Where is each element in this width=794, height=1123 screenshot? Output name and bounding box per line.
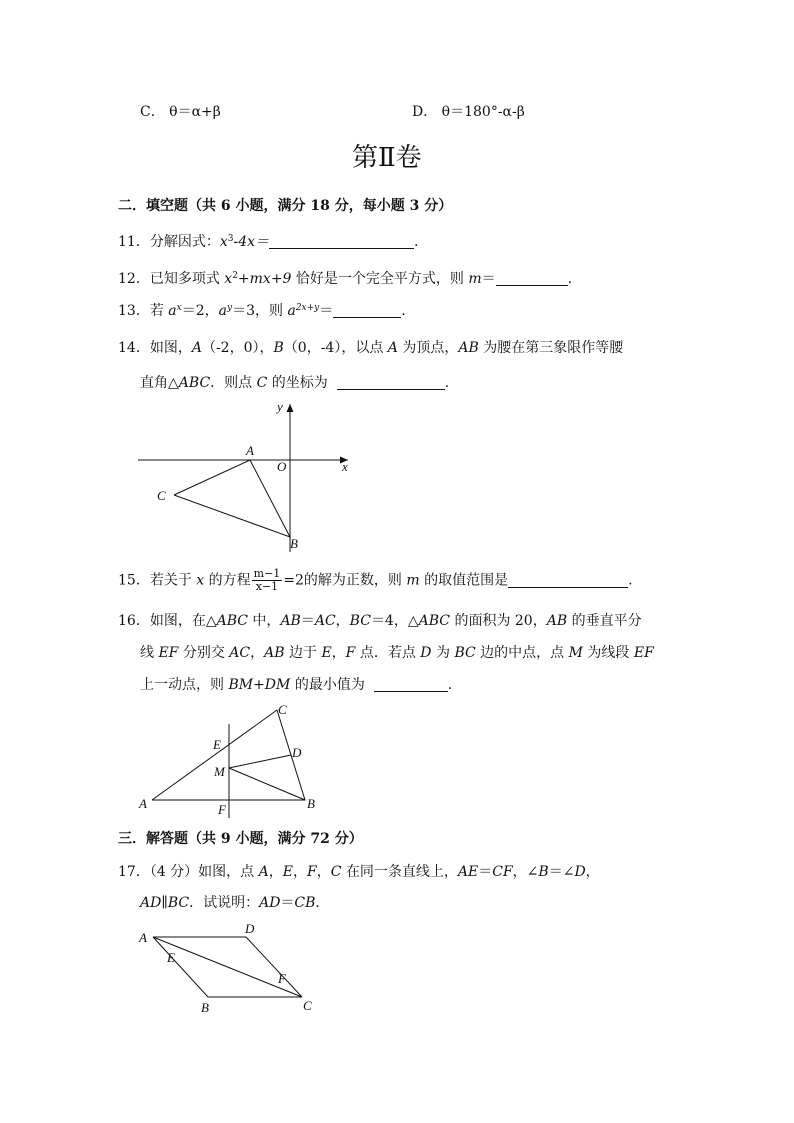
label-c: C	[303, 998, 312, 1013]
option-c: C． θ＝α+β	[140, 104, 221, 120]
label-e: E	[213, 737, 221, 752]
label-a: A	[139, 930, 147, 945]
question-14-line2: 直角△ABC．则点 C 的坐标为 .	[140, 375, 450, 391]
question-16-line3: 上一动点，则 BM+DM 的最小值为 .	[140, 677, 453, 693]
label-m: M	[214, 764, 225, 779]
label-y: y	[277, 399, 283, 414]
label-a: A	[246, 443, 254, 458]
label-f: F	[218, 802, 226, 817]
section-title: 第Ⅱ卷	[352, 143, 422, 173]
label-b: B	[201, 1000, 209, 1015]
option-d: D． θ＝180°-α-β	[412, 104, 525, 120]
label-o: O	[277, 459, 287, 474]
label-e: E	[167, 950, 175, 965]
label-d: D	[292, 745, 302, 760]
question-17-line1: 17．（4 分）如图，点 A，E，F，C 在同一条直线上，AE＝CF，∠B＝∠D，	[118, 864, 600, 880]
label-x: x	[342, 459, 348, 474]
question-16-line2: 线 EF 分别交 AC，AB 边于 E，F 点．若点 D 为 BC 边的中点，点 M 为线段 EF	[140, 645, 654, 661]
part2-heading: 二．填空题（共 6 小题，满分 18 分，每小题 3 分）	[118, 198, 453, 214]
question-14-line1: 14．如图，A（-2，0），B（0，-4），以点 A 为顶点，AB 为腰在第三象限作等腰	[118, 340, 624, 356]
diagonal-ac	[153, 937, 302, 997]
question-13: 13．若 $a^x=2$，$a^y=3$，则 $a^{2x+y}=$ .	[118, 303, 406, 319]
question-11: 11．分解因式：$x^3-4x=$ .	[118, 234, 419, 250]
part3-heading: 三．解答题（共 9 小题，满分 72 分）	[118, 831, 363, 847]
question-17-line2: AD∥BC．试说明：AD＝CB．	[140, 895, 330, 911]
label-c: C	[278, 702, 287, 717]
fraction-m-minus-1-over-x-minus-1: $\frac{m-1}{x-1}$	[253, 567, 281, 593]
question-12: 12．已知多项式 $x^2+mx+9$ 恰好是一个完全平方式，则 m＝ .	[118, 271, 573, 287]
label-c: C	[157, 488, 166, 503]
label-d: D	[245, 921, 255, 936]
question-15: 15．若关于 x 的方程 $\frac{m-1}{x-1}$ =2的解为正数，则 m 的取值范围是 .	[118, 567, 633, 593]
label-b: B	[307, 796, 315, 811]
question-16-line1: 16．如图，在△ABC 中，AB＝AC，BC＝4，△ABC 的面积为 20，AB 的垂直平分	[118, 613, 642, 629]
label-b: B	[290, 536, 298, 551]
label-f: F	[278, 971, 286, 986]
label-a: A	[139, 796, 147, 811]
